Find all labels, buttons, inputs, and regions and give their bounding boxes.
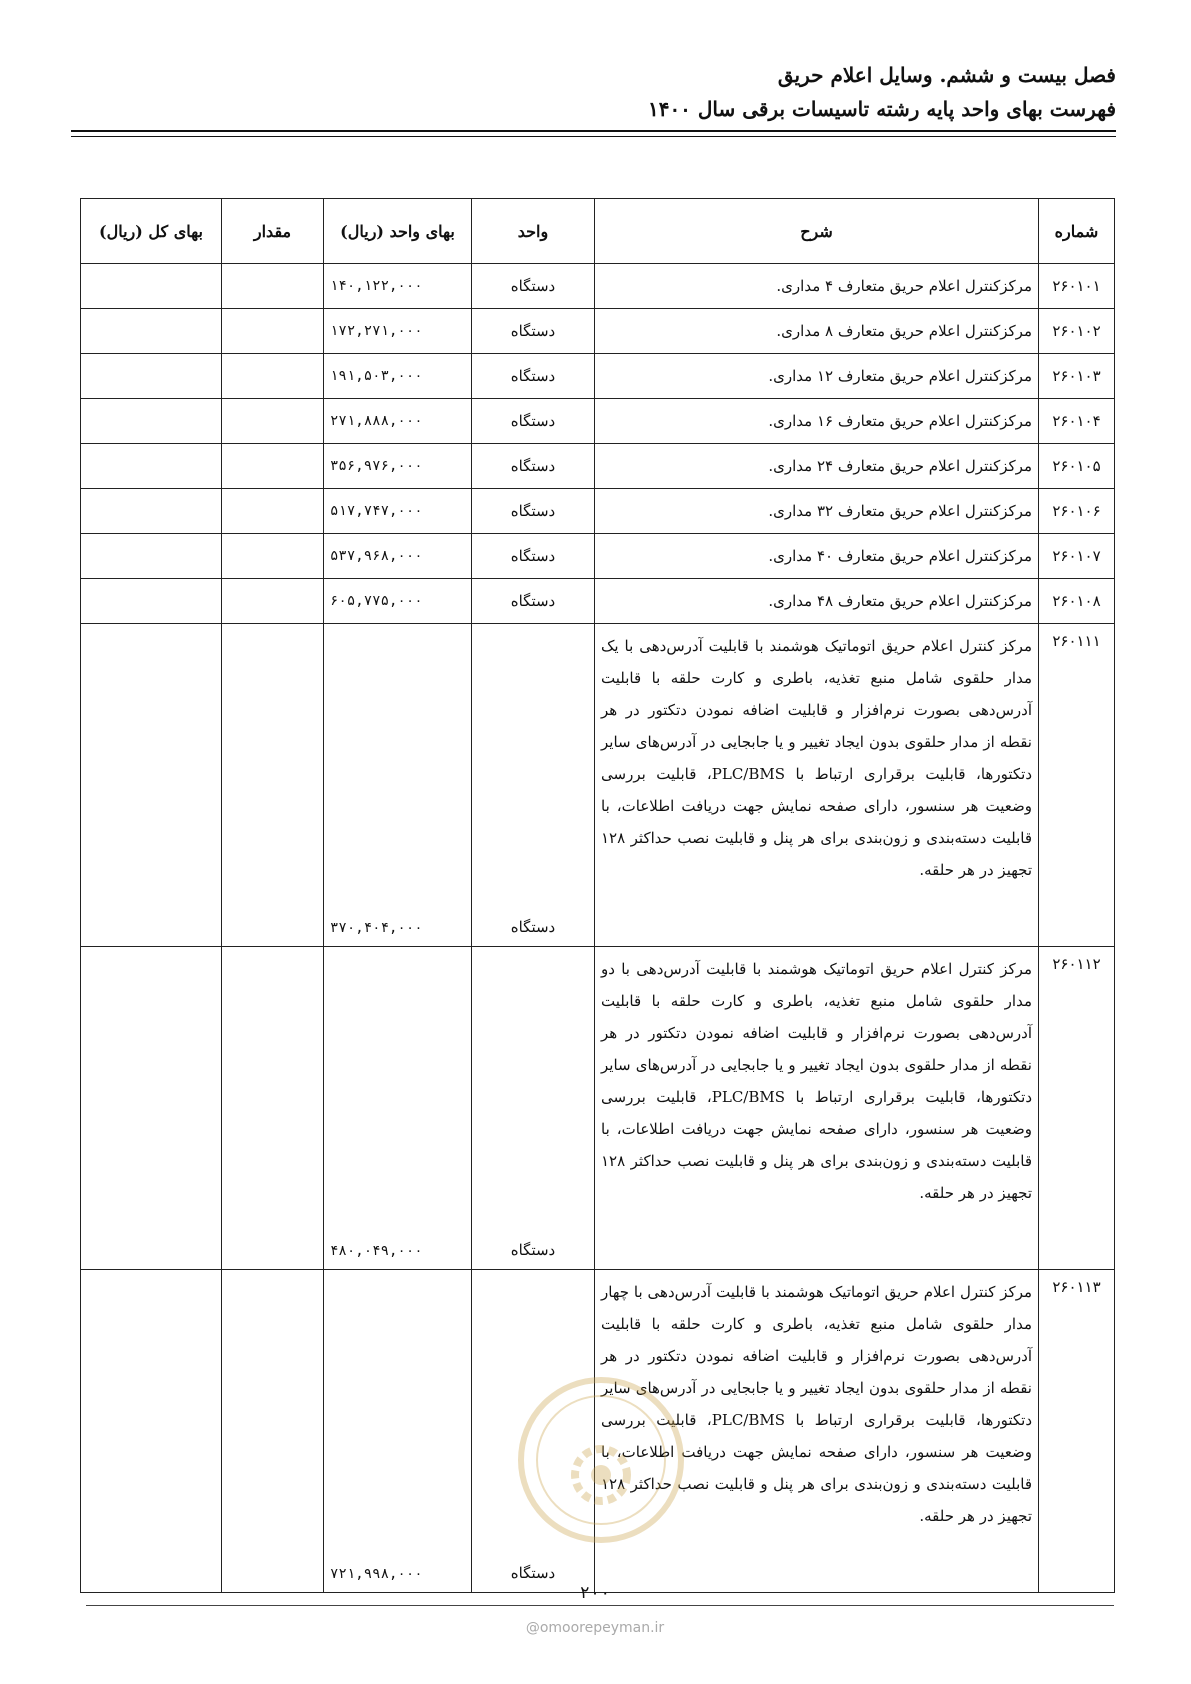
item-number: ۲۶۰۱۰۷ [1039, 534, 1115, 579]
item-number: ۲۶۰۱۰۳ [1039, 354, 1115, 399]
item-quantity [222, 624, 324, 947]
item-unit: دستگاه [472, 579, 595, 624]
item-total-price [81, 534, 222, 579]
item-quantity [222, 354, 324, 399]
item-description: مرکزکنترل اعلام حریق متعارف ۳۲ مداری. [595, 489, 1039, 534]
item-description: مرکزکنترل اعلام حریق متعارف ۱۶ مداری. [595, 399, 1039, 444]
item-unit: دستگاه [472, 354, 595, 399]
item-description: مرکزکنترل اعلام حریق متعارف ۴۸ مداری. [595, 579, 1039, 624]
item-quantity [222, 399, 324, 444]
item-unit-price: ۴۸۰,۰۴۹,۰۰۰ [324, 947, 472, 1270]
item-total-price [81, 354, 222, 399]
item-quantity [222, 489, 324, 534]
price-list-title: فهرست بهای واحد پایه رشته تاسیسات برقی سال ۱۴۰۰ [647, 97, 1116, 121]
item-number: ۲۶۰۱۱۱ [1039, 624, 1115, 947]
item-description: مرکزکنترل اعلام حریق متعارف ۸ مداری. [595, 309, 1039, 354]
item-total-price [81, 579, 222, 624]
item-unit-price: ۱۴۰,۱۲۲,۰۰۰ [324, 264, 472, 309]
item-unit-price: ۵۱۷,۷۴۷,۰۰۰ [324, 489, 472, 534]
item-number: ۲۶۰۱۰۱ [1039, 264, 1115, 309]
item-quantity [222, 534, 324, 579]
item-number: ۲۶۰۱۰۸ [1039, 579, 1115, 624]
item-description: مرکز کنترل اعلام حریق اتوماتیک هوشمند با قابلیت آدرس‌دهی با یک مدار حلقوی شامل منبع تغذیه، باطری و کارت حلقه با قابلیت آدرس‌دهی بصورت نرم‌افزار و قابلیت اضافه نمودن دتکتور در هر نقطه از مدار حلقوی بدون ایجاد تغییر و یا جابجایی در آدرس‌های سایر دتکتورها، قابلیت برقراری ارتباط با PLC/BMS، قابلیت بررسی وضعیت هر سنسور، دارای صفحه نمایش جهت دریافت اطلاعات، با قابلیت دسته‌بندی و زون‌بندی برای هر پنل و قابلیت نصب حداکثر ۱۲۸ تجهیز در هر حلقه. [595, 624, 1039, 947]
item-unit-price: ۲۷۱,۸۸۸,۰۰۰ [324, 399, 472, 444]
table-row [81, 947, 1115, 1270]
item-description: مرکز کنترل اعلام حریق اتوماتیک هوشمند با قابلیت آدرس‌دهی با دو مدار حلقوی شامل منبع تغذیه، باطری و کارت حلقه با قابلیت آدرس‌دهی بصورت نرم‌افزار و قابلیت اضافه نمودن دتکتور در هر نقطه از مدار حلقوی بدون ایجاد تغییر و یا جابجایی در آدرس‌های سایر دتکتورها، قابلیت برقراری ارتباط با PLC/BMS، قابلیت بررسی وضعیت هر سنسور، دارای صفحه نمایش جهت دریافت اطلاعات، با قابلیت دسته‌بندی و زون‌بندی برای هر پنل و قابلیت نصب حداکثر ۱۲۸ تجهیز در هر حلقه. [595, 947, 1039, 1270]
header-rule-thin [71, 136, 1116, 137]
item-total-price [81, 264, 222, 309]
item-unit: دستگاه [472, 444, 595, 489]
item-total-price [81, 444, 222, 489]
item-total-price [81, 1270, 222, 1593]
item-quantity [222, 309, 324, 354]
item-unit-price: ۱۹۱,۵۰۳,۰۰۰ [324, 354, 472, 399]
item-total-price [81, 947, 222, 1270]
table-row [81, 354, 1115, 399]
price-table [80, 198, 1115, 1593]
item-total-price [81, 489, 222, 534]
header-rule-thick [71, 130, 1116, 132]
item-unit: دستگاه [472, 624, 595, 947]
page-number: ۲۰۰ [579, 1583, 611, 1603]
table-row [81, 534, 1115, 579]
item-unit: دستگاه [472, 399, 595, 444]
item-total-price [81, 624, 222, 947]
table-row [81, 1270, 1115, 1593]
item-quantity [222, 264, 324, 309]
item-unit-price: ۷۲۱,۹۹۸,۰۰۰ [324, 1270, 472, 1593]
item-unit-price: ۵۳۷,۹۶۸,۰۰۰ [324, 534, 472, 579]
item-description: مرکزکنترل اعلام حریق متعارف ۴ مداری. [595, 264, 1039, 309]
item-number: ۲۶۰۱۰۵ [1039, 444, 1115, 489]
item-description: مرکزکنترل اعلام حریق متعارف ۲۴ مداری. [595, 444, 1039, 489]
item-number: ۲۶۰۱۰۴ [1039, 399, 1115, 444]
item-number: ۲۶۰۱۰۲ [1039, 309, 1115, 354]
footer-rule [86, 1605, 1114, 1606]
item-unit: دستگاه [472, 534, 595, 579]
item-unit-price: ۳۷۰,۴۰۴,۰۰۰ [324, 624, 472, 947]
item-quantity [222, 947, 324, 1270]
item-unit-price: ۳۵۶,۹۷۶,۰۰۰ [324, 444, 472, 489]
item-description: مرکز کنترل اعلام حریق اتوماتیک هوشمند با قابلیت آدرس‌دهی با چهار مدار حلقوی شامل منبع تغذیه، باطری و کارت حلقه با قابلیت آدرس‌دهی بصورت نرم‌افزار و قابلیت اضافه نمودن دتکتور در هر نقطه از مدار حلقوی بدون ایجاد تغییر و یا جابجایی در آدرس‌های سایر دتکتورها، قابلیت برقراری ارتباط با PLC/BMS، قابلیت بررسی وضعیت هر سنسور، دارای صفحه نمایش جهت دریافت اطلاعات، با قابلیت دسته‌بندی و زون‌بندی برای هر پنل و قابلیت نصب حداکثر ۱۲۸ تجهیز در هر حلقه. [595, 1270, 1039, 1593]
col-header-description: شرح [595, 199, 1039, 264]
table-row [81, 579, 1115, 624]
item-unit: دستگاه [472, 264, 595, 309]
table-row [81, 309, 1115, 354]
col-header-number: شماره [1039, 199, 1115, 264]
table-row [81, 444, 1115, 489]
item-quantity [222, 1270, 324, 1593]
item-unit: دستگاه [472, 947, 595, 1270]
col-header-unit: واحد [472, 199, 595, 264]
item-number: ۲۶۰۱۰۶ [1039, 489, 1115, 534]
item-number: ۲۶۰۱۱۳ [1039, 1270, 1115, 1593]
table-row [81, 489, 1115, 534]
item-unit-price: ۱۷۲,۲۷۱,۰۰۰ [324, 309, 472, 354]
item-quantity [222, 444, 324, 489]
table-row [81, 264, 1115, 309]
item-quantity [222, 579, 324, 624]
item-description: مرکزکنترل اعلام حریق متعارف ۴۰ مداری. [595, 534, 1039, 579]
item-unit: دستگاه [472, 1270, 595, 1593]
chapter-title: فصل بیست و ششم. وسایل اعلام حریق [777, 63, 1116, 87]
item-unit: دستگاه [472, 489, 595, 534]
table-header-row [81, 199, 1115, 264]
table-row [81, 624, 1115, 947]
page-header [71, 58, 1116, 126]
col-header-quantity: مقدار [222, 199, 324, 264]
item-description: مرکزکنترل اعلام حریق متعارف ۱۲ مداری. [595, 354, 1039, 399]
col-header-unit-price: بهای واحد (ریال) [324, 199, 472, 264]
site-watermark: @omoorepeyman.ir [525, 1620, 665, 1636]
item-total-price [81, 309, 222, 354]
item-unit-price: ۶۰۵,۷۷۵,۰۰۰ [324, 579, 472, 624]
item-unit: دستگاه [472, 309, 595, 354]
table-row [81, 399, 1115, 444]
item-number: ۲۶۰۱۱۲ [1039, 947, 1115, 1270]
col-header-total-price: بهای کل (ریال) [81, 199, 222, 264]
item-total-price [81, 399, 222, 444]
